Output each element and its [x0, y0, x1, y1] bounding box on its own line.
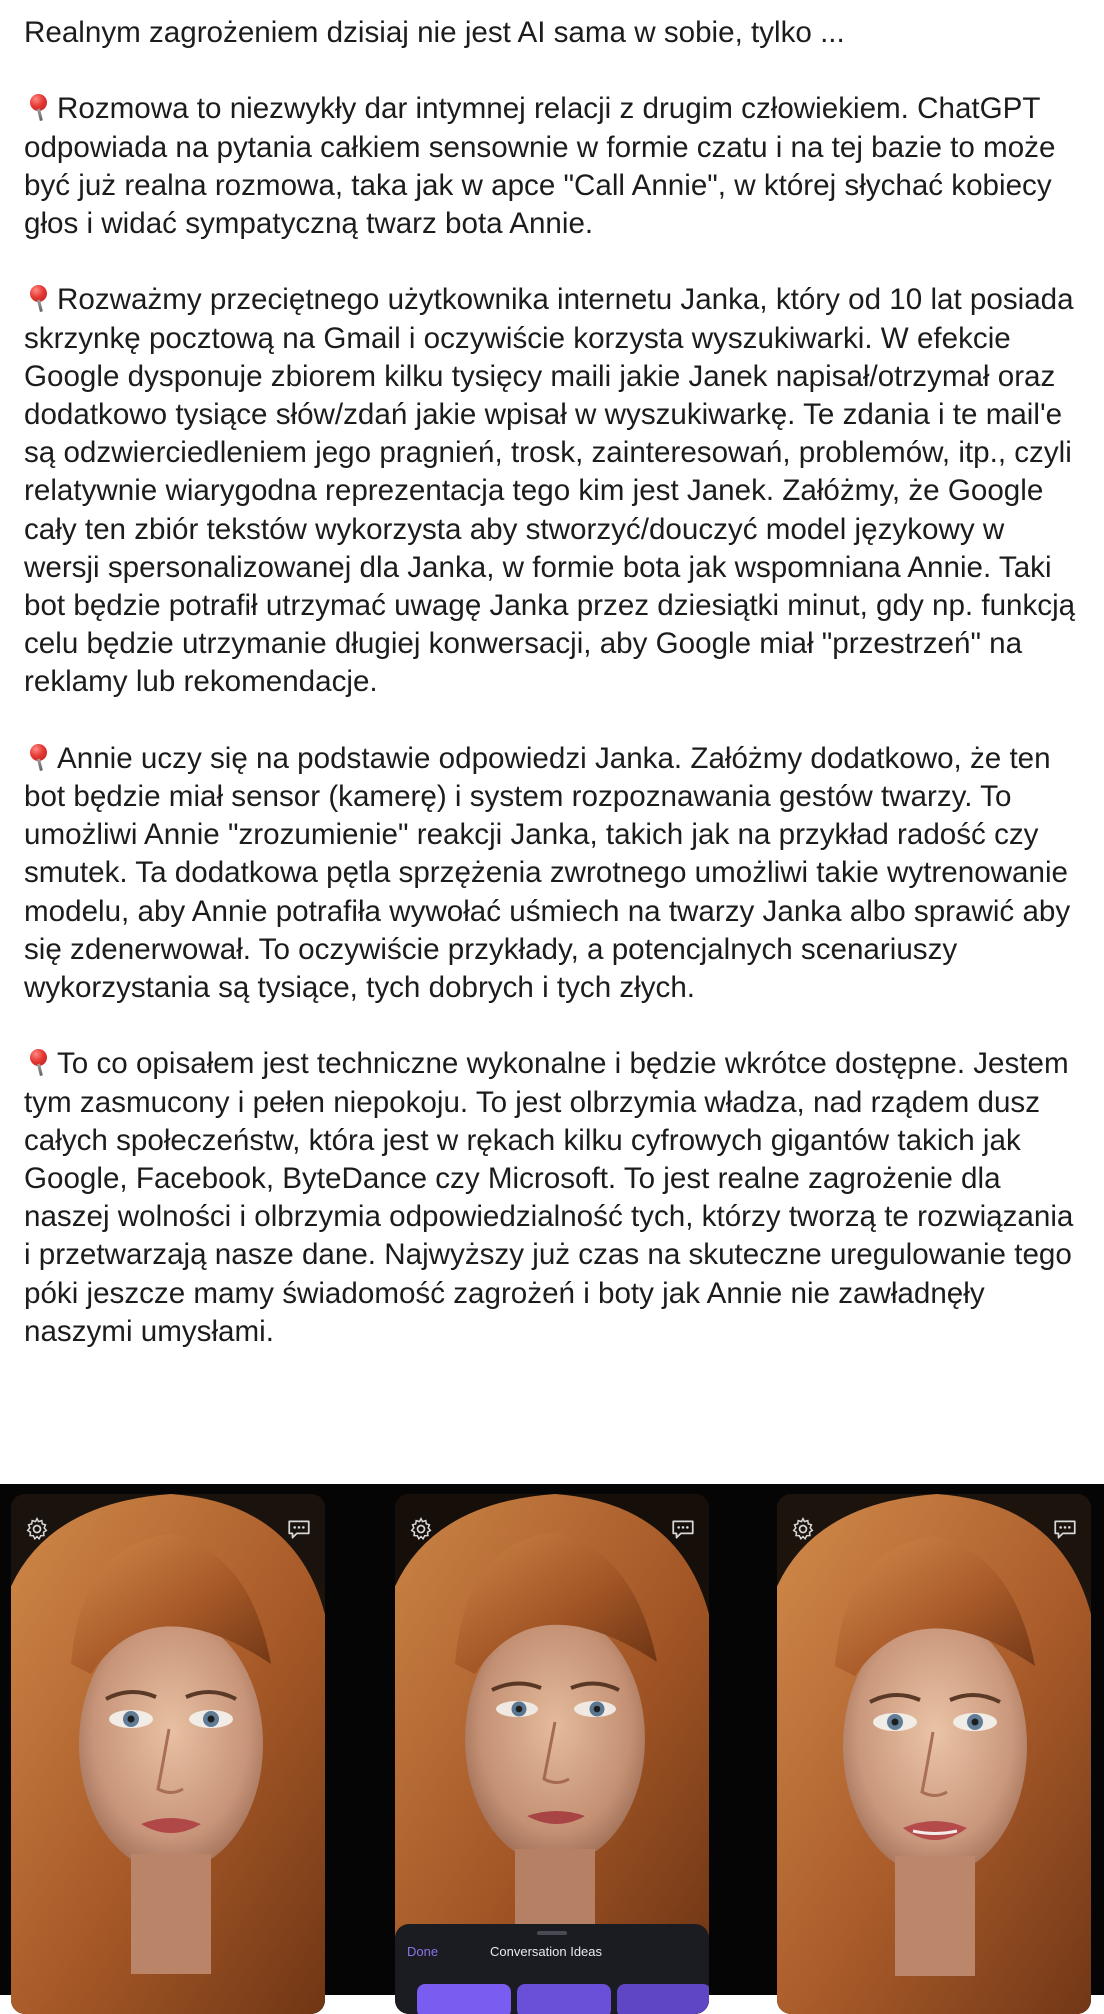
annie-face-image [11, 1494, 325, 2014]
sheet-title: Conversation Ideas [490, 1944, 603, 1959]
conversation-idea-chip[interactable] [517, 1984, 611, 2014]
gear-icon[interactable] [790, 1516, 816, 1542]
post-paragraph [24, 1045, 1084, 1351]
paragraph-text: Rozmowa to niezwykły dar intymnej relacji z drugim człowiekiem. ChatGPT odpowiada na pytania całkiem sensownie w formie czatu i na tej bazie to może być już realna rozmowa, taka jak w apce "Call Annie", w której słychać kobiecy głos i widać sympatyczną twarz bota Annie. [24, 92, 1056, 240]
pushpin-icon [24, 283, 50, 313]
chat-icon[interactable] [286, 1516, 312, 1542]
annie-face-image [777, 1494, 1091, 2014]
chat-icon[interactable] [670, 1516, 696, 1542]
paragraph-text: Annie uczy się na podstawie odpowiedzi Janka. Załóżmy dodatkowo, że ten bot będzie miał sensor (kamerę) i system rozpoznawania gestów twarzy. To umożliwi Annie "zrozumienie" reakcji Janka, takich jak na przykład radość czy smutek. Ta dodatkowa pętla sprzężenia zwrotnego umożliwi takie wytrenowanie modelu, aby Annie potrafiła wywołać uśmiech na twarzy Janka albo sprawić aby się zdenerwował. To oczywiście przykłady, a potencjalnych scenariuszy wykorzystania są tysiące, tych dobrych i tych złych. [24, 741, 1071, 1005]
chat-icon[interactable] [1052, 1516, 1078, 1542]
annie-screenshot-2[interactable] [395, 1494, 709, 2014]
post-body [24, 14, 1084, 1351]
conversation-ideas-sheet[interactable] [395, 1924, 709, 2014]
gear-icon[interactable] [24, 1516, 50, 1542]
annie-screenshot-1[interactable] [11, 1494, 325, 2014]
annie-screenshot-3[interactable] [777, 1494, 1091, 2014]
conversation-idea-chip[interactable] [417, 1984, 511, 2014]
screenshot-gallery[interactable] [0, 1484, 1104, 1995]
pushpin-icon [24, 92, 50, 122]
pushpin-icon [24, 742, 50, 772]
conversation-idea-chip[interactable] [617, 1984, 709, 2014]
gear-icon[interactable] [408, 1516, 434, 1542]
sheet-grabber[interactable] [537, 1931, 567, 1935]
pushpin-icon [24, 1047, 50, 1077]
post-paragraph [24, 281, 1084, 701]
done-button[interactable]: Done [407, 1944, 439, 1959]
post-paragraph [24, 740, 1084, 1007]
post-paragraph [24, 90, 1084, 243]
post-intro: Realnym zagrożeniem dzisiaj nie jest AI sama w sobie, tylko ... [24, 16, 845, 49]
paragraph-text: Rozważmy przeciętnego użytkownika internetu Janka, który od 10 lat posiada skrzynkę pocztową na Gmail i oczywiście korzysta wyszukiwarki. W efekcie Google dysponuje zbiorem kilku tysięcy maili jakie Janek napisał/otrzymał oraz dodatkowo tysiące słów/zdań jakie wpisał w wyszukiwarkę. Te zdania i te mail'e są odzwierciedleniem jego pragnień, trosk, zainteresowań, problemów, itp., czyli relatywnie wiarygodna reprezentacja tego kim jest Janek. Załóżmy, że Google cały ten zbiór tekstów wykorzysta aby stworzyć/douczyć model językowy w wersji spersonalizowanej dla Janka, w formie bota jak wspomniana Annie. Taki bot będzie potrafił utrzymać uwagę Janka przez dziesiątki minut, gdy np. funkcją celu będzie utrzymanie długiej konwersacji, aby Google miał "przestrzeń" na reklamy lub rekomendacje. [24, 283, 1076, 699]
paragraph-text: To co opisałem jest techniczne wykonalne i będzie wkrótce dostępne. Jestem tym zasmucony i pełen niepokoju. To jest olbrzymia władza, nad rządem dusz całych społeczeństw, która jest w rękach kilku cyfrowych gigantów takich jak Google, Facebook, ByteDance czy Microsoft. To jest realne zagrożenie dla naszej wolności i olbrzymia odpowiedzialność tych, którzy tworzą te rozwiązania i przetwarzają nasze dane. Najwyższy już czas na skuteczne uregulowanie tego póki jeszcze mamy świadomość zagrożeń i boty jak Annie nie zawładnęły naszymi umysłami. [24, 1047, 1074, 1348]
